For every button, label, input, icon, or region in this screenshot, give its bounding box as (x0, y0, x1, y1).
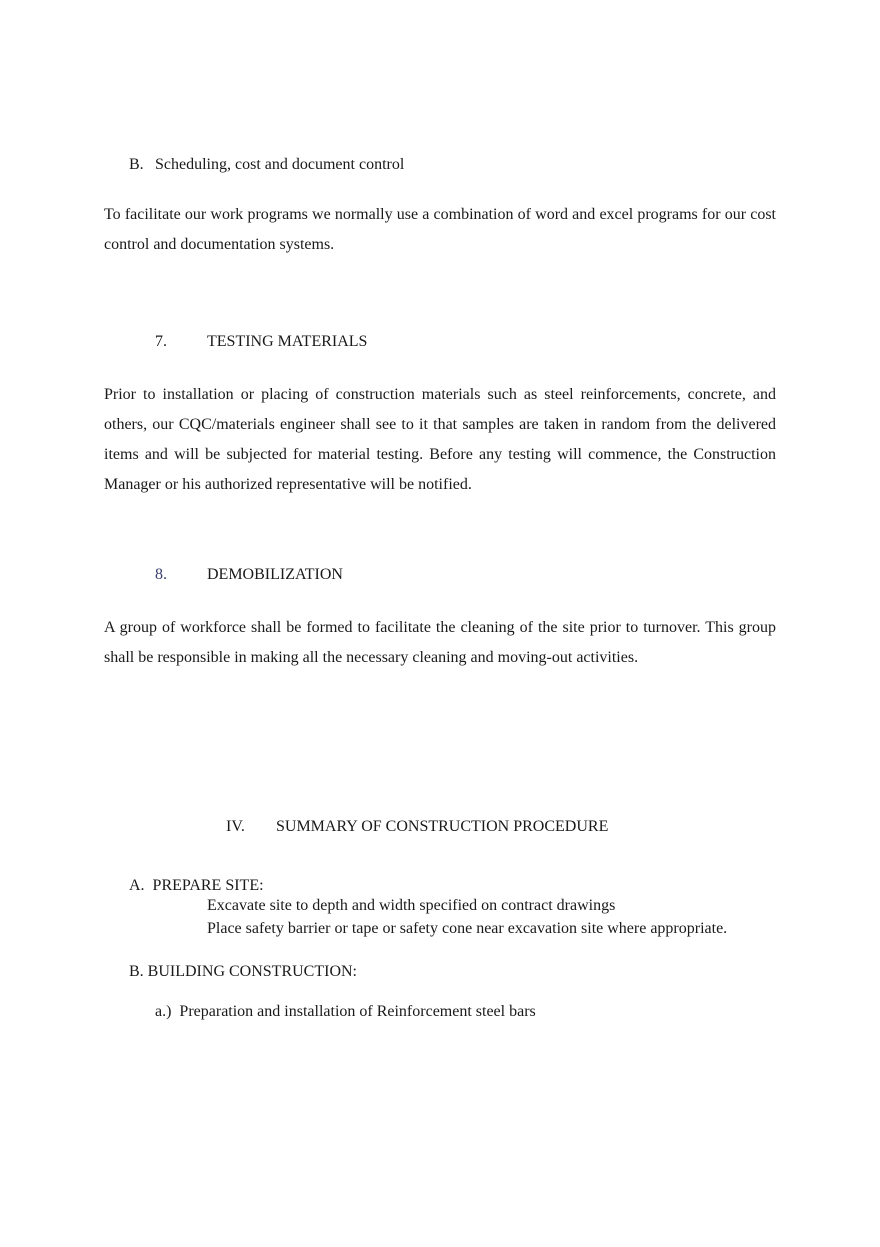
section-8-number: 8. (155, 566, 167, 583)
building-construction-item: a.) Preparation and installation of Reinforcement steel bars (155, 1003, 536, 1020)
section-8-title: DEMOBILIZATION (207, 566, 343, 583)
demobilization-paragraph: A group of workforce shall be formed to facilitate the cleaning of the site prior to turnover. This group shall be responsible in making all the necessary cleaning and moving-out activities. (104, 619, 776, 666)
prepare-site-item: Excavate site to depth and width specified on contract drawings (207, 897, 616, 914)
section-7-title: TESTING MATERIALS (207, 333, 368, 350)
building-construction-heading: B. BUILDING CONSTRUCTION: (129, 963, 357, 980)
section-iv-number: IV. (226, 818, 245, 835)
subsection-b-title: Scheduling, cost and document control (155, 156, 405, 173)
testing-materials-paragraph: Prior to installation or placing of construction materials such as steel reinforcements, concrete, and others, our CQC/materials engineer shall see to it that samples are taken in random from the delivered items and will be subjected for material testing. Before any testing will commence, the Construction Manager or his authorized representative will be notified. (104, 386, 776, 493)
prepare-site-item: Place safety barrier or tape or safety cone near excavation site where appropriate. (207, 920, 728, 937)
section-7-number: 7. (155, 333, 167, 350)
scheduling-paragraph: To facilitate our work programs we normally use a combination of word and excel programs for our cost control and documentation systems. (104, 206, 776, 253)
subsection-b-marker: B. (129, 156, 144, 173)
section-iv-title: SUMMARY OF CONSTRUCTION PROCEDURE (276, 818, 609, 835)
prepare-site-heading: A. PREPARE SITE: (129, 877, 264, 894)
